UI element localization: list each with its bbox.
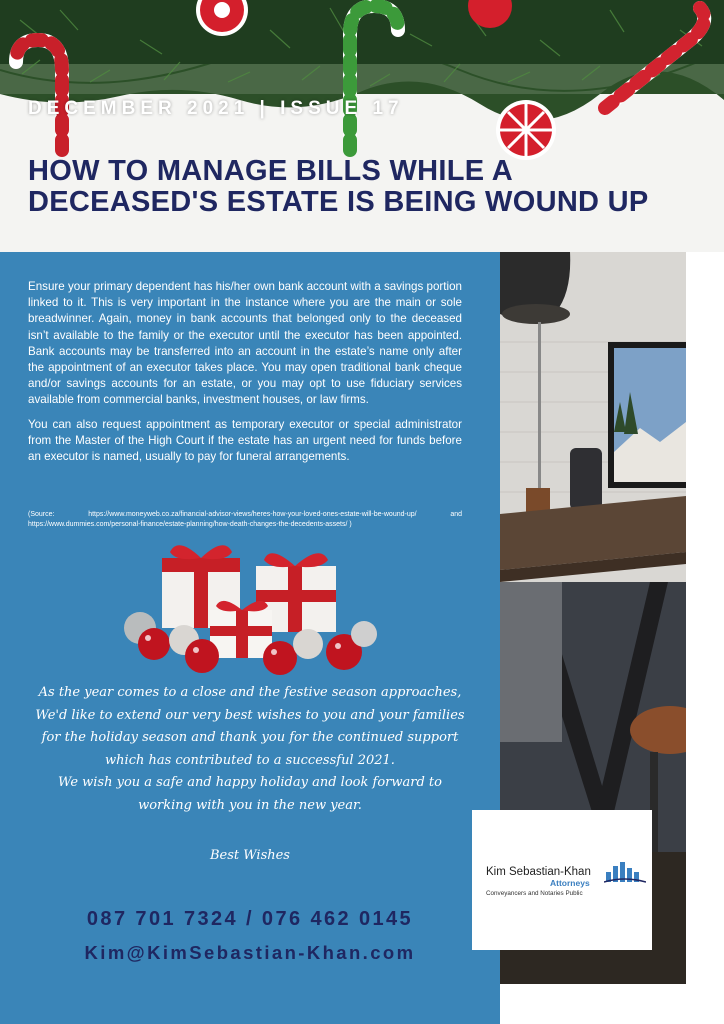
christmas-garland-image [0, 0, 724, 160]
phone-numbers[interactable]: 087 701 7324 / 076 462 0145 [86, 908, 414, 930]
content-panel [0, 252, 500, 1024]
company-logo [472, 810, 652, 950]
article-paragraph: You can also request appointment as temporary executor or special administrator from the Master of the High Court if the estate has an urgent need for funds before an executor is named, usually to pay for funeral arrangements. [28, 417, 462, 464]
header-banner [0, 0, 724, 252]
greeting-line: We wish you a safe and happy holiday and look forward to [58, 775, 442, 790]
gift-boxes-icon [118, 540, 380, 676]
greeting-line: which has contributed to a successful 2021. [105, 752, 395, 768]
source-citation: (Source: https://www.moneyweb.co.za/financial-advisor-views/heres-how-your-loved-ones-estate-will-be-wound-up/ and https://www.dummies.com/personal-finance/estate-planning/how-death-changes-the-decedents-assets/ ) [28, 511, 462, 528]
logo-role: Attorneys [550, 878, 590, 888]
greeting-line: for the holiday season and thank you for the continued support [41, 730, 459, 745]
article-paragraph: Ensure your primary dependent has his/her own bank account with a savings portion linked to it. This is very important in the instance where you are the main or sole breadwinner. Again, money in bank accounts that belonged only to the deceased isn’t available to the family or the executor until the executor has been appointed. Bank accounts may be transferred into an account in the estate’s name only after the appointment of an executor takes place. You may open traditional bank cheque and/or savings accounts for an estate, or you may opt to use fiduciary services available from commercial banks, investment houses, or law firms. [28, 280, 462, 407]
logo-company-name: Kim Sebastian-Khan [486, 866, 591, 878]
greeting-line: We'd like to extend our very best wishes to you and your families [35, 707, 465, 723]
email-link[interactable]: Kim@KimSebastian-Khan.com [84, 942, 416, 963]
greeting-line: working with you in the new year. [138, 797, 362, 813]
page-title: HOW TO MANAGE BILLS WHILE A DECEASED'S ESTATE IS BEING WOUND UP [28, 155, 649, 218]
greeting-line: As the year comes to a close and the festive season approaches, [38, 685, 462, 700]
city-skyline-icon [604, 860, 646, 884]
logo-subtitle: Conveyancers and Notaries Public [486, 890, 583, 897]
issue-label: DECEMBER 2021 | ISSUE 17 [28, 98, 404, 119]
article-body [28, 279, 462, 473]
holiday-greeting [22, 682, 478, 817]
sign-off: Best Wishes [210, 848, 290, 863]
